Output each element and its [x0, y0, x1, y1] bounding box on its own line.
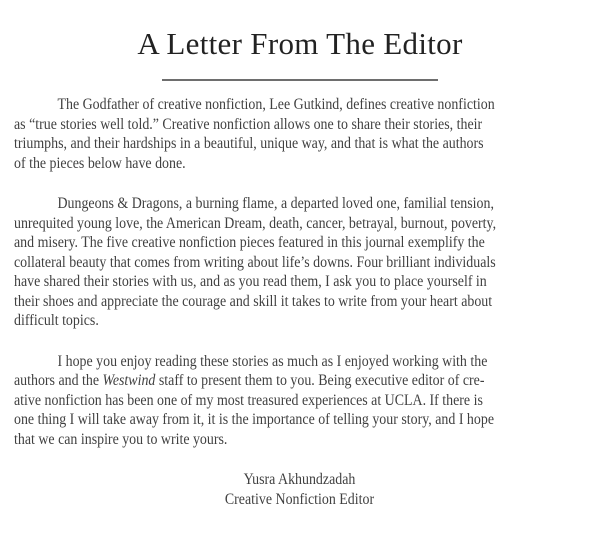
page-title: A Letter From The Editor	[137, 26, 463, 61]
letter-paragraph: I hope you enjoy reading these stories as much as I enjoyed working with the authors and the Westwind staff to present them to you. Being executive editor of cre- ative nonfiction has been one of my most treasured experiences at UCLA. If there is one thing I will take away from it, it is the importance of telling your story, and I hope that we can inspire you to write yours.	[14, 352, 494, 448]
title-rule	[162, 79, 438, 81]
paragraphs	[14, 95, 585, 449]
signature-name: Yusra Akhundzadah	[243, 471, 356, 488]
signature-block	[51, 470, 548, 509]
signature-role: Creative Nonfiction Editor	[224, 490, 375, 508]
letter-paragraph: Dungeons & Dragons, a burning flame, a departed loved one, familial tension, unrequited young love, the American Dream, death, cancer, betrayal, burnout, poverty, and misery. The five creative nonfiction pieces featured in this journal exemplify the collateral beauty that comes from writing about life’s downs. Four brilliant individuals have shared their stories with us, and as you read them, I ask you to place yourself in their shoes and appreciate the courage and skill it takes to write from your heart about difficult topics.	[14, 195, 497, 329]
letter-paragraph: The Godfather of creative nonfiction, Lee Gutkind, defines creative nonfiction as “true stories well told.” Creative nonfiction allows one to share their stories, their triumphs, and their hardships in a beautiful, unique way, and that is what the authors of the pieces below have done.	[14, 96, 495, 172]
letter-body	[14, 95, 585, 509]
